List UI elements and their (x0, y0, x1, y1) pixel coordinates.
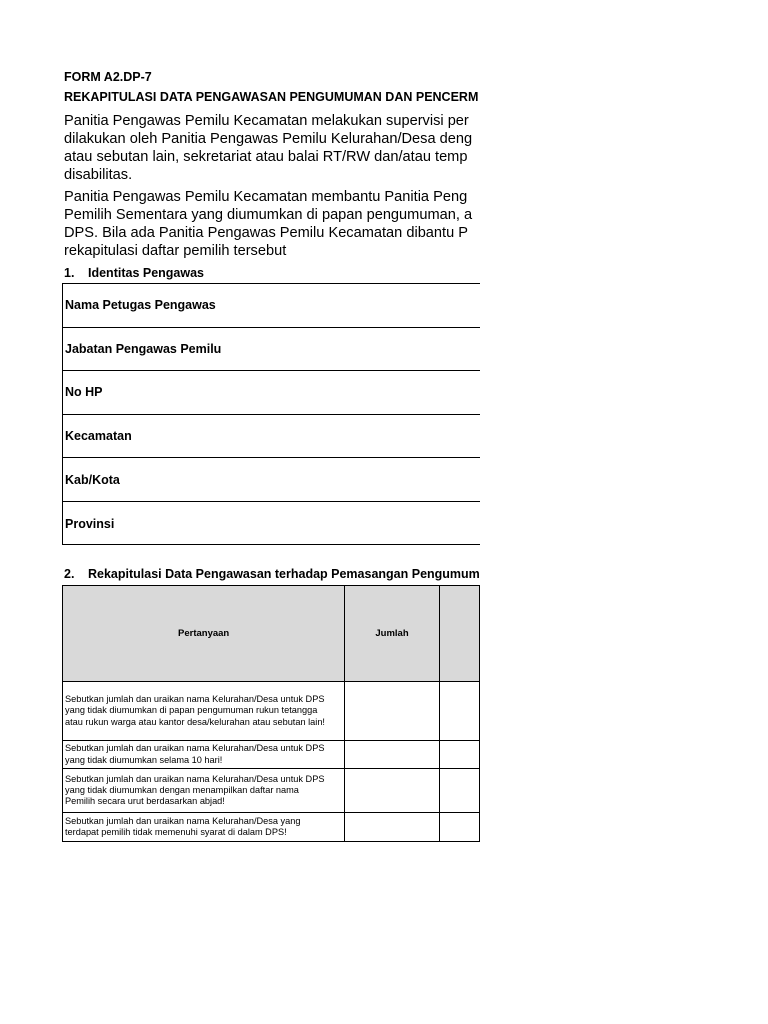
section-title: Rekapitulasi Data Pengawasan terhadap Pemasangan Pengumum (88, 567, 480, 581)
question-line: Pemilih secara urut berdasarkan abjad! (65, 796, 225, 807)
question-cell (63, 813, 345, 842)
extra-cell[interactable] (439, 741, 479, 769)
intro-paragraph-2 (64, 188, 472, 260)
identity-field-nama-petugas[interactable] (63, 284, 480, 328)
field-label: Nama Petugas Pengawas (65, 298, 216, 313)
paragraph-line: dilakukan oleh Panitia Pengawas Pemilu Kelurahan/Desa deng (64, 131, 473, 147)
question-cell (63, 682, 345, 741)
paragraph-line: rekapitulasi daftar pemilih tersebut (64, 243, 287, 259)
question-line: yang tidak diumumkan di papan pengumuman rukun tetangga (65, 705, 318, 716)
paragraph-line: DPS. Bila ada Panitia Pengawas Pemilu Kecamatan dibantu P (64, 225, 469, 241)
section-1-heading (64, 266, 204, 280)
field-label: No HP (65, 385, 103, 400)
table-row (63, 813, 480, 842)
field-label: Provinsi (65, 516, 115, 531)
question-line: atau rukun warga atau kantor desa/kelurahan atau sebutan lain! (65, 716, 325, 727)
question-line: Sebutkan jumlah dan uraikan nama Kelurahan/Desa untuk DPS (65, 743, 325, 754)
paragraph-line: disabilitas. (64, 167, 133, 183)
extra-cell[interactable] (439, 682, 479, 741)
header-extra (439, 586, 479, 682)
count-cell[interactable] (345, 682, 439, 741)
question-cell (63, 769, 345, 813)
field-label: Kecamatan (65, 429, 132, 444)
identity-table (62, 283, 480, 545)
form-code: FORM A2.DP-7 (64, 70, 152, 84)
question-line: terdapat pemilih tidak memenuhi syarat di dalam DPS! (65, 827, 287, 837)
paragraph-line: Panitia Pengawas Pemilu Kecamatan membantu Panitia Peng (64, 189, 468, 205)
table-row (63, 682, 480, 741)
section-2-heading (64, 567, 480, 581)
identity-field-kab-kota[interactable] (63, 458, 480, 502)
identity-field-provinsi[interactable] (63, 502, 480, 546)
recap-table (62, 585, 480, 842)
paragraph-line: atau sebutan lain, sekretariat atau balai RT/RW dan/atau temp (64, 149, 468, 165)
count-cell[interactable] (345, 769, 439, 813)
identity-field-no-hp[interactable] (63, 371, 480, 415)
question-line: Sebutkan jumlah dan uraikan nama Kelurahan/Desa yang (65, 815, 301, 826)
section-title: Identitas Pengawas (88, 266, 205, 280)
question-line: Sebutkan jumlah dan uraikan nama Kelurahan/Desa untuk DPS (65, 773, 325, 784)
section-number: 1. (64, 266, 75, 280)
extra-cell[interactable] (439, 813, 479, 842)
extra-cell[interactable] (439, 769, 479, 813)
intro-paragraph-1 (64, 112, 472, 184)
header-count: Jumlah (345, 586, 439, 682)
question-line: yang tidak diumumkan selama 10 hari! (65, 754, 223, 765)
identity-field-kecamatan[interactable] (63, 415, 480, 459)
section-number: 2. (64, 567, 75, 581)
question-line: Sebutkan jumlah dan uraikan nama Kelurahan/Desa untuk DPS (65, 694, 325, 705)
count-cell[interactable] (345, 813, 439, 842)
paragraph-line: Panitia Pengawas Pemilu Kecamatan melakukan supervisi per (64, 113, 469, 129)
table-row (63, 741, 480, 769)
count-cell[interactable] (345, 741, 439, 769)
table-header-row (63, 586, 480, 682)
table-row (63, 769, 480, 813)
question-line: yang tidak diumumkan dengan menampilkan daftar nama (65, 784, 299, 795)
paragraph-line: Pemilih Sementara yang diumumkan di papan pengumuman, a (64, 207, 473, 223)
field-label: Jabatan Pengawas Pemilu (65, 341, 222, 356)
form-title: REKAPITULASI DATA PENGAWASAN PENGUMUMAN DAN PENCERM (64, 90, 479, 104)
identity-field-jabatan[interactable] (63, 328, 480, 372)
header-question: Pertanyaan (63, 586, 345, 682)
field-label: Kab/Kota (65, 472, 120, 487)
question-cell (63, 741, 345, 769)
